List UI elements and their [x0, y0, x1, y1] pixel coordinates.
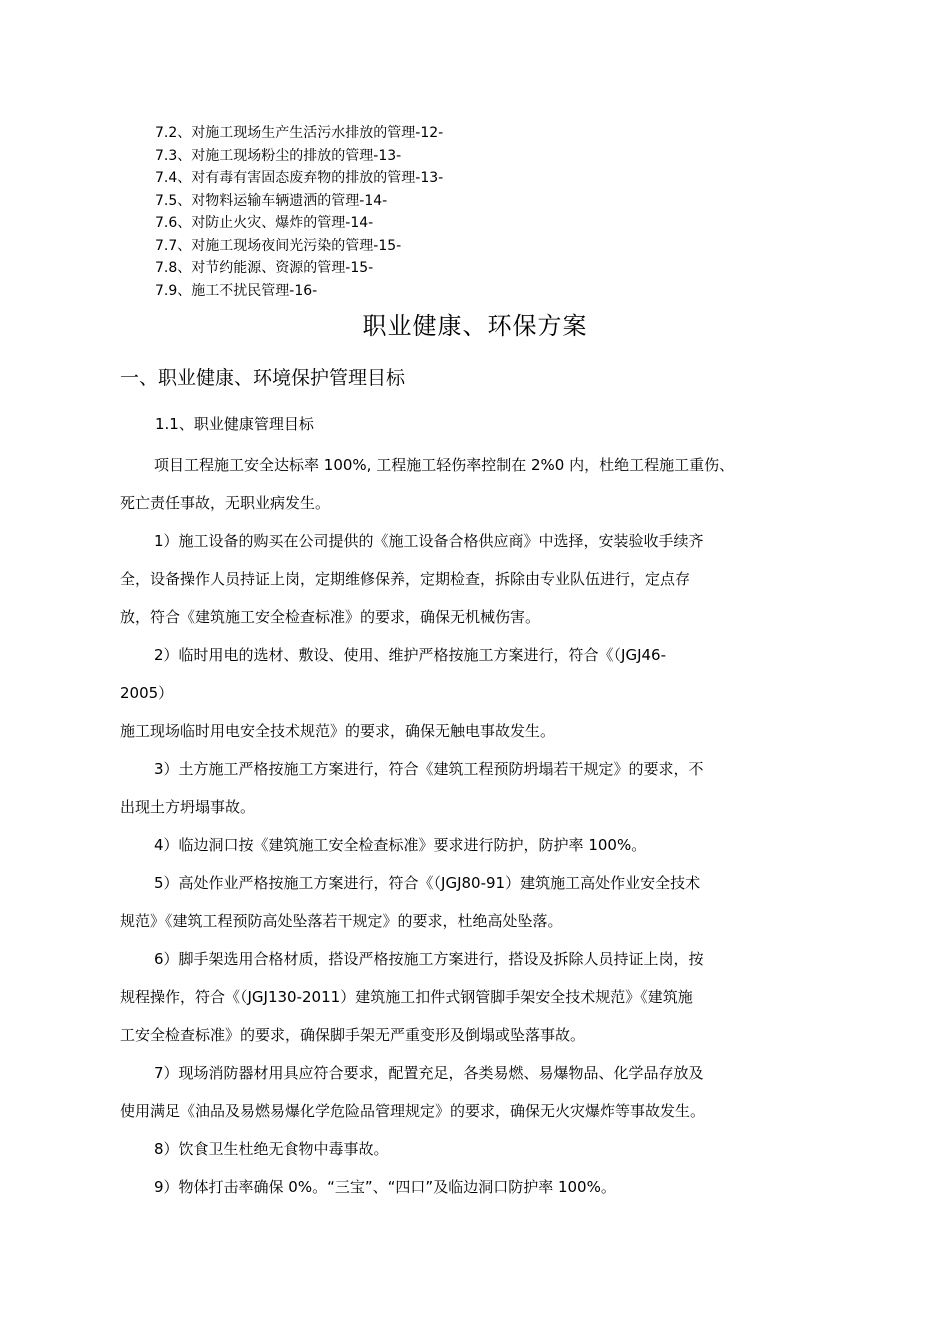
paragraph-line: 6）脚手架选用合格材质，搭设严格按施工方案进行，搭设及拆除人员持证上岗，按: [154, 950, 704, 968]
toc-item: 7.6、对防止火灾、爆炸的管理-14-: [155, 215, 374, 231]
paragraph-line: 8）饮食卫生杜绝无食物中毒事故。: [154, 1140, 389, 1158]
paragraph: [120, 1168, 860, 1206]
document-title: 职业健康、环保方案: [362, 312, 588, 340]
paragraph: [120, 826, 860, 864]
paragraph-line: 项目工程施工安全达标率 100%, 工程施工轻伤率控制在 2%0 内，杜绝工程施工重伤、: [154, 456, 735, 474]
section-heading: 一、职业健康、环境保护管理目标: [120, 367, 406, 389]
paragraph-line: 使用满足《油品及易燃易爆化学危险品管理规定》的要求，确保无火灾爆炸等事故发生。: [120, 1102, 706, 1120]
paragraph-line: 1）施工设备的购买在公司提供的《施工设备合格供应商》中选择，安装验收手续齐: [154, 532, 704, 550]
paragraph-line: 3）土方施工严格按施工方案进行，符合《建筑工程预防坍塌若干规定》的要求，不: [154, 760, 704, 778]
toc-item: 7.9、施工不扰民管理-16-: [155, 282, 318, 299]
paragraph: [120, 522, 860, 636]
paragraph: [120, 636, 860, 750]
toc-item: 7.5、对物料运输车辆遗洒的管理-14-: [155, 192, 388, 209]
paragraph-line: 工安全检查标准》的要求，确保脚手架无严重变形及倒塌或坠落事故。: [120, 1026, 586, 1044]
paragraph-line: 出现土方坍塌事故。: [120, 798, 256, 816]
paragraph-line: 规程操作，符合《（JGJ130-2011）建筑施工扣件式钢管脚手架安全技术规范》《建筑施: [120, 988, 693, 1006]
paragraph-line: 9）物体打击率确保 0%。“三宝”、“四口”及临边洞口防护率 100%。: [154, 1178, 616, 1196]
paragraph-line: 2）临时用电的选材、敷设、使用、维护严格按施工方案进行，符合《（JGJ46-: [154, 646, 667, 664]
paragraph: [120, 1054, 860, 1130]
paragraph-line: 死亡责任事故，无职业病发生。: [120, 494, 331, 512]
paragraph-line: 规范》《建筑工程预防高处坠落若干规定》的要求，杜绝高处坠落。: [120, 912, 563, 930]
paragraph: [120, 940, 860, 1054]
body-text: [120, 446, 860, 1206]
table-of-contents: [155, 122, 855, 302]
paragraph-line: 4）临边洞口按《建筑施工安全检查标准》要求进行防护，防护率 100%。: [154, 836, 647, 854]
paragraph-line: 全，设备操作人员持证上岗，定期维修保养，定期检查，拆除由专业队伍进行，定点存: [120, 570, 691, 588]
paragraph: [120, 1130, 860, 1168]
toc-item: 7.2、对施工现场生产生活污水排放的管理-12-: [155, 125, 444, 141]
paragraph-line: 放，符合《建筑施工安全检查标准》的要求，确保无机械伤害。: [120, 608, 541, 626]
paragraph-line: 施工现场临时用电安全技术规范》的要求，确保无触电事故发生。: [120, 722, 556, 740]
paragraph-line: 5）高处作业严格按施工方案进行，符合《（JGJ80-91）建筑施工高处作业安全技术: [154, 874, 701, 892]
toc-item: 7.4、对有毒有害固态废弃物的排放的管理-13-: [155, 170, 444, 186]
paragraph-line: 2005）: [120, 684, 174, 702]
toc-item: 7.7、对施工现场夜间光污染的管理-15-: [155, 237, 402, 254]
sub-heading: 1.1、职业健康管理目标: [155, 415, 314, 433]
paragraph: [120, 864, 860, 940]
toc-item: 7.8、对节约能源、资源的管理-15-: [155, 260, 374, 276]
paragraph: [120, 446, 860, 522]
paragraph: [120, 750, 860, 826]
paragraph-line: 7）现场消防器材用具应符合要求，配置充足，各类易燃、易爆物品、化学品存放及: [154, 1064, 704, 1082]
toc-item: 7.3、对施工现场粉尘的排放的管理-13-: [155, 147, 402, 164]
